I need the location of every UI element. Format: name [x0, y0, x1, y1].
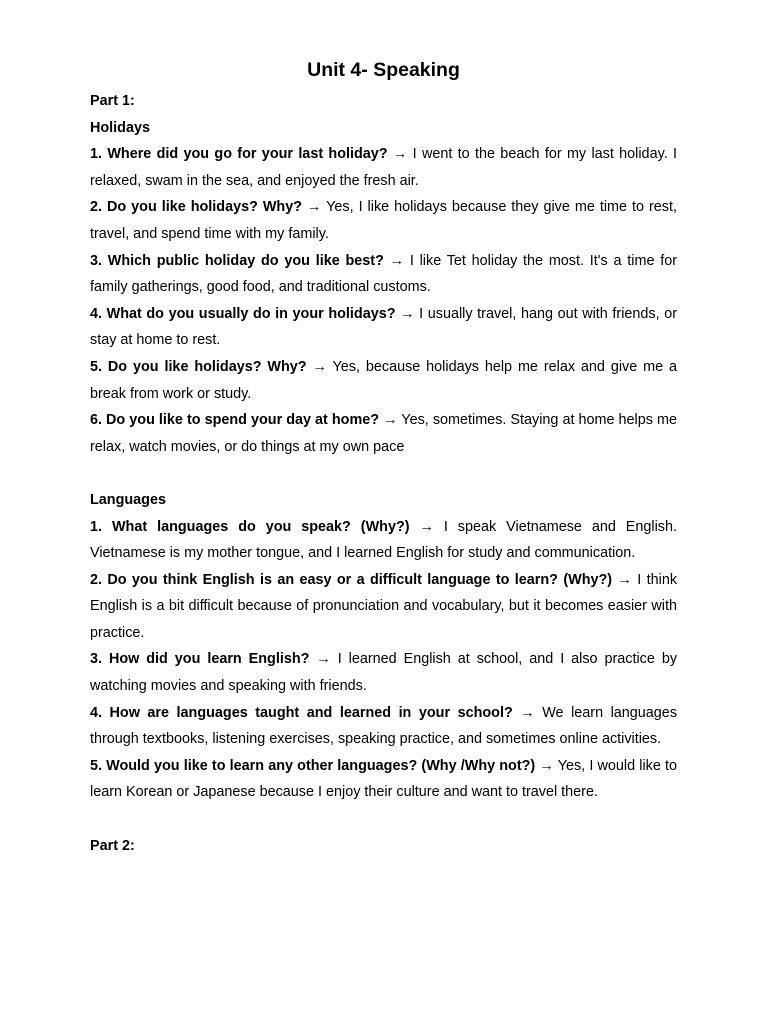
- question-text: 3. How did you learn English?: [90, 651, 310, 668]
- blank-line: [90, 460, 677, 487]
- qa-item: [90, 753, 677, 806]
- question-text: 5. Do you like holidays? Why?: [90, 358, 307, 375]
- qa-item: [90, 354, 677, 407]
- arrow-icon: →: [392, 146, 408, 163]
- document-page: [90, 56, 677, 859]
- arrow-icon: →: [307, 199, 322, 216]
- arrow-icon: →: [400, 305, 415, 322]
- qa-item: [90, 407, 677, 460]
- qa-item: [90, 141, 677, 194]
- answer-text: Yes, sometimes. Staying at home helps me relax, watch movies, or do things at my own pace: [90, 412, 677, 455]
- question-text: 5. Would you like to learn any other languages? (Why /Why not?): [90, 757, 536, 774]
- section-heading-holidays: Holidays: [90, 119, 150, 136]
- section-heading-languages: Languages: [90, 491, 166, 508]
- part2-label: Part 2:: [90, 837, 135, 854]
- qa-item: [90, 567, 677, 647]
- arrow-icon: →: [312, 358, 327, 375]
- blank-line: [90, 806, 677, 833]
- question-text: 2. Do you like holidays? Why?: [90, 199, 303, 216]
- answer-text: I usually travel, hang out with friends, or stay at home to rest.: [90, 305, 678, 349]
- arrow-icon: →: [316, 651, 331, 668]
- qa-item: [90, 646, 677, 699]
- answer-text: Yes, I like holidays because they give me time to rest, travel, and spend time with my family.: [90, 199, 677, 242]
- arrow-icon: →: [539, 757, 554, 774]
- arrow-icon: →: [520, 704, 535, 721]
- page-title: Unit 4- Speaking: [307, 59, 460, 81]
- answer-text: I learned English at school, and I also practice by watching movies and speaking with friends.: [90, 651, 678, 695]
- answer-text: Yes, I would like to learn Korean or Japanese because I enjoy their culture and want to travel there.: [90, 757, 677, 801]
- answer-text: I speak Vietnamese and English. Vietnamese is my mother tongue, and I learned English for study and communication.: [90, 518, 677, 562]
- question-text: 4. What do you usually do in your holidays?: [90, 305, 396, 322]
- qa-item: [90, 194, 677, 247]
- arrow-icon: →: [383, 412, 398, 429]
- question-text: 1. What languages do you speak? (Why?): [90, 518, 410, 535]
- answer-text: I like Tet holiday the most. It's a time for family gatherings, good food, and traditional customs.: [90, 252, 678, 296]
- question-text: 1. Where did you go for your last holiday?: [90, 146, 388, 163]
- question-text: 6. Do you like to spend your day at home?: [90, 412, 380, 429]
- qa-item: [90, 248, 677, 301]
- part1-label: Part 1:: [90, 93, 135, 109]
- answer-text: I went to the beach for my last holiday. I relaxed, swam in the sea, and enjoyed the fresh air.: [90, 146, 678, 189]
- question-text: 4. How are languages taught and learned in your school?: [90, 704, 513, 721]
- qa-item: [90, 514, 677, 567]
- arrow-icon: →: [389, 252, 405, 269]
- answer-text: Yes, because holidays help me relax and give me a break from work or study.: [90, 358, 677, 402]
- qa-item: [90, 700, 677, 753]
- question-text: 3. Which public holiday do you like best?: [90, 252, 384, 269]
- question-text: 2. Do you think English is an easy or a difficult language to learn? (Why?): [90, 571, 613, 588]
- arrow-icon: →: [617, 571, 632, 588]
- answer-text: We learn languages through textbooks, listening exercises, speaking practice, and sometimes online activities.: [90, 704, 678, 748]
- answer-text: I think English is a bit difficult because of pronunciation and vocabulary, but it becomes easier with practice.: [90, 571, 678, 641]
- arrow-icon: →: [419, 518, 434, 535]
- qa-item: [90, 301, 677, 354]
